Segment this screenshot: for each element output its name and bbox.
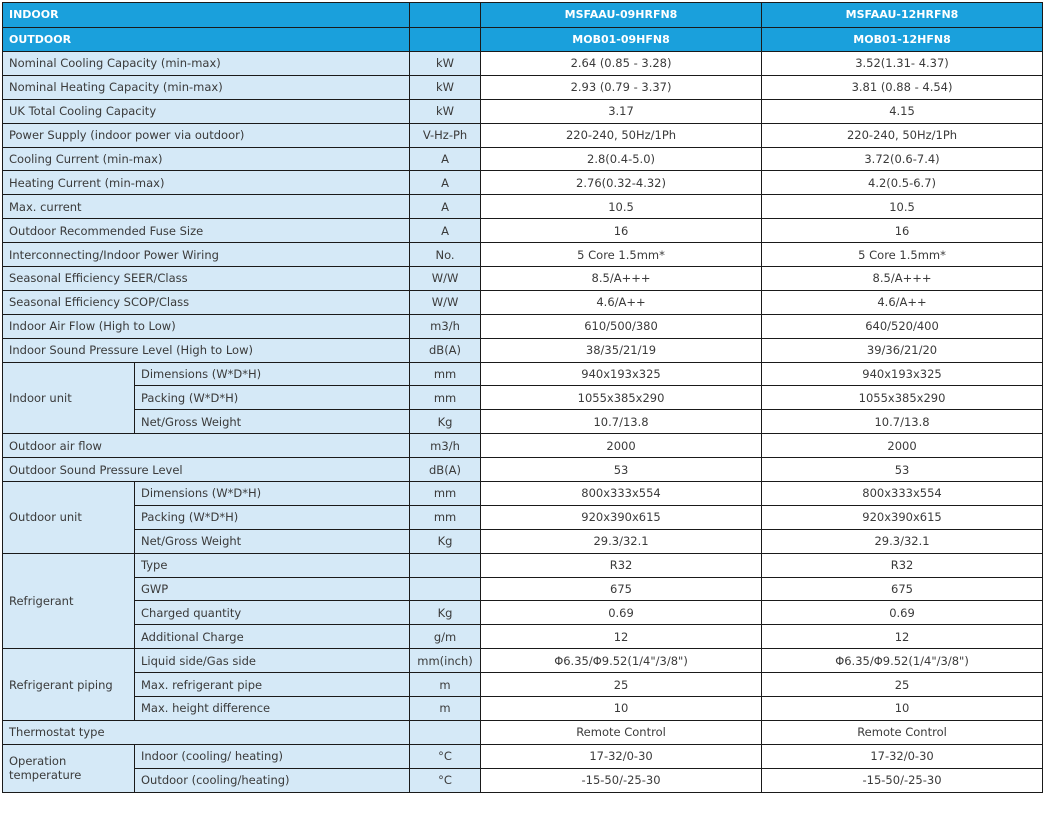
table-row [3,123,1043,147]
operation-temperature-group-label [3,744,135,792]
row-value-1: Φ6.35/Φ9.52(1/4"/3/8") [481,649,762,673]
refrigerant-piping-group-label: Refrigerant piping [3,649,135,721]
row-value-2: 940x193x325 [762,362,1043,386]
table-row [3,219,1043,243]
row-value-1: 610/500/380 [481,314,762,338]
row-value-2: 16 [762,219,1043,243]
row-value-2: 675 [762,577,1043,601]
table-row [3,147,1043,171]
row-label: UK Total Cooling Capacity [3,99,410,123]
header-unit-blank [410,3,481,28]
row-label: Max. current [3,195,410,219]
row-value-1: 2.64 (0.85 - 3.28) [481,52,762,76]
row-value-2: 10.5 [762,195,1043,219]
indoor-unit-group-label: Indoor unit [3,362,135,434]
row-unit: A [410,219,481,243]
row-value-2: 4.2(0.5-6.7) [762,171,1043,195]
row-value-1: 920x390x615 [481,505,762,529]
row-value-2: 3.81 (0.88 - 4.54) [762,75,1043,99]
row-value-1: 0.69 [481,601,762,625]
row-unit: Kg [410,529,481,553]
row-value-1: 25 [481,673,762,697]
row-label: Indoor Sound Pressure Level (High to Low) [3,338,410,362]
row-value-1: 53 [481,458,762,482]
row-label: Dimensions (W*D*H) [135,482,410,506]
row-value-1: Remote Control [481,720,762,744]
row-value-1: 675 [481,577,762,601]
row-value-2: 4.6/A++ [762,290,1043,314]
row-value-1: 2.93 (0.79 - 3.37) [481,75,762,99]
row-unit [410,553,481,577]
row-value-1: 940x193x325 [481,362,762,386]
row-value-2: 12 [762,625,1043,649]
row-value-2: R32 [762,553,1043,577]
row-label: Indoor Air Flow (High to Low) [3,314,410,338]
row-label: Outdoor Recommended Fuse Size [3,219,410,243]
row-unit: m [410,697,481,721]
row-value-2: -15-50/-25-30 [762,768,1043,792]
row-label: Nominal Heating Capacity (min-max) [3,75,410,99]
row-unit [410,720,481,744]
row-unit: m [410,673,481,697]
table-row [3,458,1043,482]
row-value-2: 3.52(1.31- 4.37) [762,52,1043,76]
row-unit: °C [410,744,481,768]
row-value-1: 10.7/13.8 [481,410,762,434]
row-label: Nominal Cooling Capacity (min-max) [3,52,410,76]
row-value-1: 5 Core 1.5mm* [481,243,762,267]
row-value-2: Φ6.35/Φ9.52(1/4"/3/8") [762,649,1043,673]
row-unit: kW [410,52,481,76]
row-value-2: 3.72(0.6-7.4) [762,147,1043,171]
row-value-2: 2000 [762,434,1043,458]
row-value-1: R32 [481,553,762,577]
table-row [3,529,1043,553]
row-label: Max. refrigerant pipe [135,673,410,697]
row-value-2: 220-240, 50Hz/1Ph [762,123,1043,147]
operation-label-line1: Operation [9,754,67,769]
row-unit: mm [410,505,481,529]
table-row [3,553,1043,577]
table-row [3,386,1043,410]
row-label: Dimensions (W*D*H) [135,362,410,386]
table-row [3,314,1043,338]
outdoor-header-label: OUTDOOR [3,27,410,52]
indoor-model-1: MSFAAU-09HRFN8 [481,3,762,28]
row-label: Net/Gross Weight [135,410,410,434]
row-value-2: 17-32/0-30 [762,744,1043,768]
table-row [3,195,1043,219]
row-value-2: 25 [762,673,1043,697]
row-unit: W/W [410,267,481,291]
row-unit: m3/h [410,434,481,458]
table-row [3,434,1043,458]
table-row [3,673,1043,697]
row-value-1: 1055x385x290 [481,386,762,410]
row-unit: W/W [410,290,481,314]
row-unit: °C [410,768,481,792]
table-row [3,649,1043,673]
table-row [3,482,1043,506]
indoor-model-2: MSFAAU-12HRFN8 [762,3,1043,28]
row-label: GWP [135,577,410,601]
table-row [3,625,1043,649]
header-unit-blank [410,27,481,52]
row-label: Interconnecting/Indoor Power Wiring [3,243,410,267]
row-value-2: 10 [762,697,1043,721]
row-value-1: 220-240, 50Hz/1Ph [481,123,762,147]
row-unit: dB(A) [410,458,481,482]
refrigerant-group-label: Refrigerant [3,553,135,649]
row-label: Outdoor (cooling/heating) [135,768,410,792]
table-row [3,99,1043,123]
row-value-1: 16 [481,219,762,243]
table-row [3,362,1043,386]
table-row [3,338,1043,362]
row-unit: V-Hz-Ph [410,123,481,147]
table-row [3,744,1043,768]
indoor-header-label: INDOOR [3,3,410,28]
table-row [3,697,1043,721]
row-label: Seasonal Efficiency SEER/Class [3,267,410,291]
row-label: Outdoor Sound Pressure Level [3,458,410,482]
outdoor-model-2: MOB01-12HFN8 [762,27,1043,52]
row-value-1: -15-50/-25-30 [481,768,762,792]
row-value-1: 2000 [481,434,762,458]
row-value-2: 920x390x615 [762,505,1043,529]
row-value-2: 10.7/13.8 [762,410,1043,434]
row-value-1: 38/35/21/19 [481,338,762,362]
row-value-1: 10 [481,697,762,721]
row-label: Heating Current (min-max) [3,171,410,195]
row-unit: Kg [410,410,481,434]
thermostat-label: Thermostat type [3,720,410,744]
row-label: Max. height difference [135,697,410,721]
row-unit: No. [410,243,481,267]
row-unit: A [410,171,481,195]
row-value-2: 8.5/A+++ [762,267,1043,291]
row-unit: g/m [410,625,481,649]
row-unit: mm [410,386,481,410]
row-unit: m3/h [410,314,481,338]
row-unit: mm [410,482,481,506]
row-value-1: 29.3/32.1 [481,529,762,553]
row-label: Seasonal Efficiency SCOP/Class [3,290,410,314]
row-value-1: 12 [481,625,762,649]
outdoor-unit-group-label: Outdoor unit [3,482,135,554]
row-value-1: 17-32/0-30 [481,744,762,768]
row-value-2: 0.69 [762,601,1043,625]
table-row [3,577,1043,601]
row-label: Indoor (cooling/ heating) [135,744,410,768]
header-row-indoor [3,3,1043,28]
row-value-1: 2.8(0.4-5.0) [481,147,762,171]
row-unit [410,577,481,601]
row-unit: kW [410,99,481,123]
outdoor-model-1: MOB01-09HFN8 [481,27,762,52]
row-value-1: 4.6/A++ [481,290,762,314]
table-row [3,720,1043,744]
table-row [3,601,1043,625]
row-value-2: 5 Core 1.5mm* [762,243,1043,267]
row-value-2: 4.15 [762,99,1043,123]
row-value-2: Remote Control [762,720,1043,744]
row-unit: A [410,195,481,219]
row-label: Outdoor air flow [3,434,410,458]
table-row [3,75,1043,99]
table-row [3,505,1043,529]
operation-label-line2: temperature [9,768,82,783]
row-value-1: 3.17 [481,99,762,123]
row-value-2: 53 [762,458,1043,482]
table-row [3,768,1043,792]
row-value-2: 39/36/21/20 [762,338,1043,362]
row-value-2: 29.3/32.1 [762,529,1043,553]
spec-table [2,2,1043,793]
table-row [3,410,1043,434]
row-unit: mm(inch) [410,649,481,673]
row-label: Liquid side/Gas side [135,649,410,673]
table-row [3,52,1043,76]
row-label: Packing (W*D*H) [135,386,410,410]
row-label: Net/Gross Weight [135,529,410,553]
row-unit: kW [410,75,481,99]
row-unit: dB(A) [410,338,481,362]
table-row [3,171,1043,195]
row-label: Additional Charge [135,625,410,649]
row-label: Cooling Current (min-max) [3,147,410,171]
row-unit: Kg [410,601,481,625]
row-value-1: 10.5 [481,195,762,219]
row-label: Charged quantity [135,601,410,625]
table-row [3,243,1043,267]
row-value-2: 640/520/400 [762,314,1043,338]
header-row-outdoor [3,27,1043,52]
table-row [3,290,1043,314]
row-value-1: 2.76(0.32-4.32) [481,171,762,195]
row-label: Packing (W*D*H) [135,505,410,529]
row-value-1: 800x333x554 [481,482,762,506]
row-unit: A [410,147,481,171]
row-label: Power Supply (indoor power via outdoor) [3,123,410,147]
row-value-2: 800x333x554 [762,482,1043,506]
row-value-1: 8.5/A+++ [481,267,762,291]
row-value-2: 1055x385x290 [762,386,1043,410]
table-row [3,267,1043,291]
row-unit: mm [410,362,481,386]
row-label: Type [135,553,410,577]
